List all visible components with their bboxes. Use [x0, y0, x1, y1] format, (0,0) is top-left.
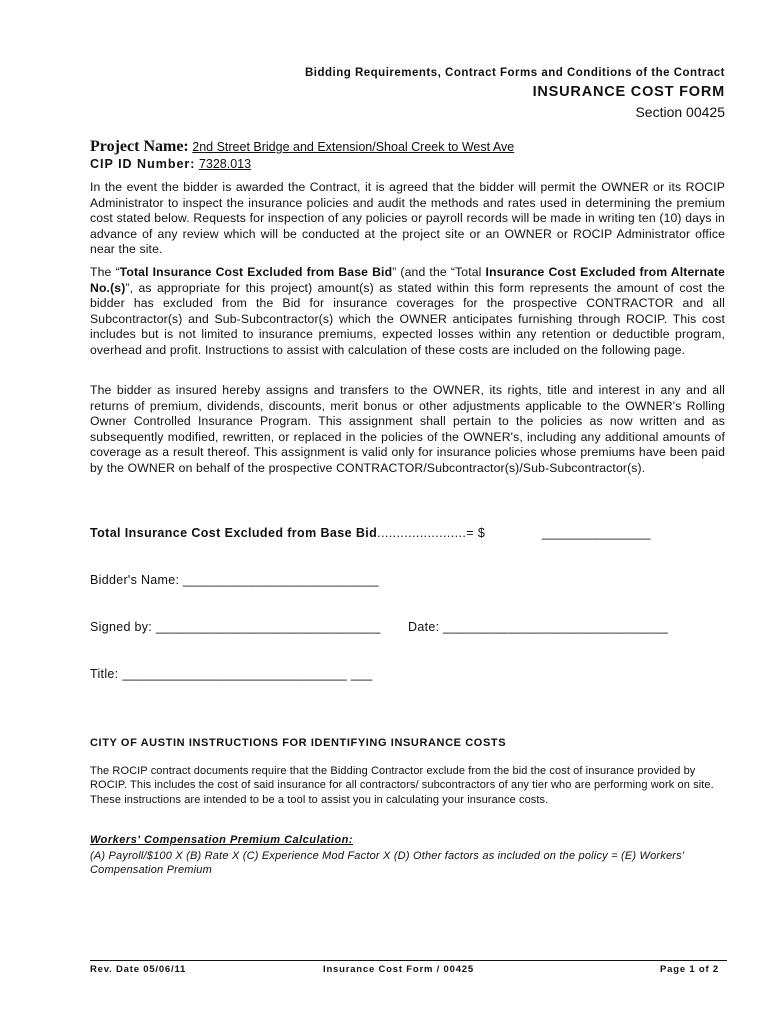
project-name-label: Project Name: — [90, 138, 189, 155]
header-subtitle: Bidding Requirements, Contract Forms and Conditions of the Contract — [304, 67, 725, 79]
signed-by-blank[interactable]: _______________________________ — [155, 620, 381, 634]
cip-id-value: 7328.013 — [198, 157, 252, 171]
section-number: Section 00425 — [635, 104, 725, 120]
bidder-name-blank[interactable]: ___________________________ — [183, 573, 379, 587]
date-label: Date: — [408, 620, 440, 634]
total-cost-label: Total Insurance Cost Excluded from Base Bid — [90, 526, 378, 540]
title-field — [90, 667, 373, 681]
term-total-cost-alternate: Insurance Cost Excluded from Alternate No.(s) — [90, 265, 725, 295]
title-blank[interactable]: _______________________________ ___ — [122, 667, 373, 681]
workers-comp-heading: Workers' Compensation Premium Calculation: — [90, 834, 354, 846]
project-info — [90, 138, 730, 173]
paragraph-cost-definition: The “Total Insurance Cost Excluded from Base Bid” (and the “Total Insurance Cost Excluded from Alternate No.(s)”, as appropriate for this project) amount(s) as stated within this form represents the amount of cost the bidder has excluded from the Bid for insurance coverages for the prospective CONTRACTOR and all Subcontractor(s) and Sub-Subcontractor(s) which the OWNER anticipates furnishing through ROCIP. This cost includes but is not limited to insurance premiums, expected losses within any retention or deductible program, overhead and profit. Instructions to assist with calculation of these costs are included on the following page. — [90, 265, 725, 357]
document-header — [90, 64, 725, 122]
signed-by-field — [90, 620, 381, 634]
date-field — [408, 620, 668, 634]
term-total-cost-base-bid: Total Insurance Cost Excluded from Base Bid — [119, 265, 393, 279]
total-cost-blank[interactable]: _______________ — [542, 526, 651, 540]
paragraph-inspection: In the event the bidder is awarded the Contract, it is agreed that the bidder will permit the OWNER or its ROCIP Administrator to inspect the insurance policies and audit the methods and rates used in determining the premium cost stated below. Requests for inspection of any policies or payroll records will be made in writing ten (10) days in advance of any review which will be conducted at the project site or an OWNER or ROCIP Administrator office near the site. — [90, 180, 725, 257]
footer-rev-date: Rev. Date 05/06/11 — [90, 964, 187, 975]
workers-comp-formula: (A) Payroll/$100 X (B) Rate X (C) Experience Mod Factor X (D) Other factors as included on the policy = (E) Workers' Compensation Premium — [90, 850, 685, 877]
paragraph-assignment: The bidder as insured hereby assigns and transfers to the OWNER, its rights, title and interest in any and all returns of premium, dividends, discounts, merit bonus or other adjustments applicable to the OWNER's Rolling Owner Controlled Insurance Program. This assignment shall pertain to the policies as now written and as subsequently modified, rewritten, or replaced in the policies of the OWNER's, including any additional amounts of coverage as a result thereof. This assignment is valid only for insurance policies whose premiums have been paid by the OWNER on behalf of the prospective CONTRACTOR/Subcontractor(s)/Sub-Subcontractor(s). — [90, 383, 725, 475]
total-cost-field: Total Insurance Cost Excluded from Base Bid.......................= $ — [90, 526, 486, 540]
project-name-value: 2nd Street Bridge and Extension/Shoal Creek to West Ave — [192, 140, 515, 154]
bidder-name-label: Bidder's Name: — [90, 573, 180, 587]
instructions-heading: CITY OF AUSTIN INSTRUCTIONS FOR IDENTIFYING INSURANCE COSTS — [90, 737, 507, 749]
form-title: INSURANCE COST FORM — [532, 84, 725, 100]
instructions-body: The ROCIP contract documents require that the Bidding Contractor exclude from the bid the cost of insurance provided by ROCIP. This includes the cost of said insurance for all contractors/ subcontractors of any tier who are performing work on site. These instructions are intended to be a tool to assist you in calculating your insurance costs. — [90, 765, 714, 806]
date-blank[interactable]: _______________________________ — [443, 620, 668, 634]
footer-page-number: Page 1 of 2 — [660, 964, 719, 975]
cip-id-label: CIP ID Number: — [90, 157, 196, 171]
bidder-name-field — [90, 573, 379, 587]
signed-by-label: Signed by: — [90, 620, 153, 634]
footer-form-name: Insurance Cost Form / 00425 — [323, 964, 474, 975]
title-label: Title: — [90, 667, 119, 681]
footer-rule — [90, 960, 727, 961]
